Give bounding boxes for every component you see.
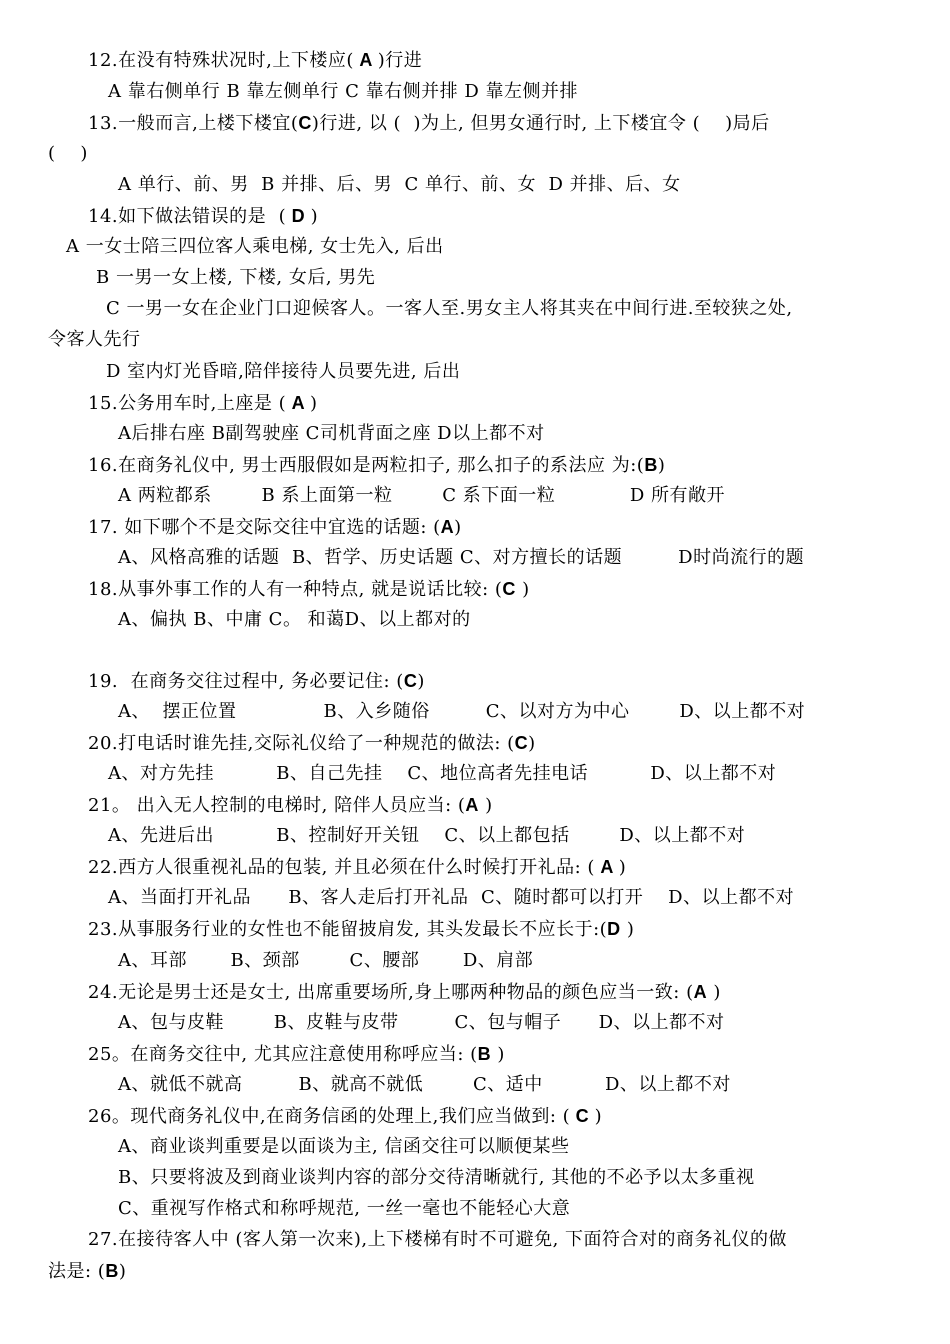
question-13-text: 13.一般而言,上楼下楼宜( — [88, 113, 299, 134]
question-18-options: A、偏执 B、中庸 C。 和蔼D、以上都对的 — [118, 609, 471, 630]
question-18-answer: C — [502, 579, 516, 599]
question-15-answer: A — [286, 393, 310, 413]
question-20-stem — [88, 732, 536, 755]
question-26-option-b: B、只要将波及到商业谈判内容的部分交待清晰就行, 其他的不必予以太多重视 — [118, 1167, 755, 1188]
question-14-option-c-continuation: 令客人先行 — [48, 329, 141, 350]
question-27-stem-continuation — [48, 1260, 126, 1283]
question-23-stem — [88, 918, 634, 941]
question-14-answer: D — [286, 206, 311, 226]
question-14-option-c: C 一男一女在企业门口迎候客人。一客人至.男女主人将其夹在中间行进.至较狭之处, — [106, 298, 793, 319]
question-19-text: 19. 在商务交往过程中, 务必要记住: ( — [88, 671, 404, 692]
question-13-stem — [88, 112, 770, 135]
question-17-stem — [88, 516, 462, 539]
question-12-options: A 靠右侧单行 B 靠左侧单行 C 靠右侧并排 D 靠左侧并排 — [108, 81, 578, 102]
question-27-answer: B — [105, 1261, 119, 1281]
question-15-text-end: ) — [309, 393, 318, 414]
question-21-stem — [88, 794, 493, 817]
question-19-stem — [88, 670, 425, 693]
question-17-text: 17. 如下哪个不是交际交往中宜选的话题: ( — [88, 517, 441, 538]
question-21-answer: A — [465, 795, 479, 815]
question-17-options: A、风格高雅的话题 B、哲学、历史话题 C、对方擅长的话题 D时尚流行的题 — [118, 547, 805, 568]
question-26-stem — [88, 1105, 602, 1128]
question-12-answer: A — [353, 50, 378, 70]
question-26-option-a: A、商业谈判重要是以面谈为主, 信函交往可以顺便某些 — [118, 1136, 570, 1157]
question-18-stem — [88, 578, 530, 601]
question-22-stem — [88, 856, 626, 879]
question-16-stem — [88, 454, 665, 477]
question-20-text: 20.打电话时谁先挂,交际礼仪给了一种规范的做法: ( — [88, 733, 515, 754]
question-14-option-d: D 室内灯光昏暗,陪伴接待人员要先进, 后出 — [106, 361, 461, 382]
question-14-text-end: ) — [310, 206, 319, 227]
question-18-text-end: ) — [515, 579, 530, 600]
question-27-text: 法是: ( — [48, 1261, 106, 1282]
question-16-text-end: ) — [657, 455, 666, 476]
question-14-text: 14.如下做法错误的是 ( — [88, 206, 287, 227]
question-13-text-end: )行进, 以 ( )为上, 但男女通行时, 上下楼宜令 ( )局后 — [311, 113, 770, 134]
question-13-stem-continuation: ( ) — [48, 143, 88, 164]
question-21-options: A、先进后出 B、控制好开关钮 C、以上都包括 D、以上都不对 — [108, 825, 746, 846]
question-25-options: A、就低不就高 B、就高不就低 C、适中 D、以上都不对 — [118, 1074, 731, 1095]
question-20-answer: C — [514, 733, 529, 753]
question-22-options: A、当面打开礼品 B、客人走后打开礼品 C、随时都可以打开 D、以上都不对 — [108, 887, 795, 908]
question-27-stem: 27.在接待客人中 (客人第一次来),上下楼梯有时不可避免, 下面符合对的商务礼仪的做 — [88, 1229, 788, 1250]
question-19-text-end: ) — [417, 671, 425, 692]
question-12-stem — [88, 49, 422, 72]
question-12-text: 12.在没有特殊状况时,上下楼应( — [88, 50, 354, 71]
question-24-text-end: ) — [707, 982, 721, 1003]
question-15-text: 15.公务用车时,上座是 ( — [88, 393, 287, 414]
question-13-options: A 单行、前、男 B 并排、后、男 C 单行、前、女 D 并排、后、女 — [118, 174, 681, 195]
question-22-text-end: ) — [618, 857, 627, 878]
question-19-options: A、 摆正位置 B、入乡随俗 C、以对方为中心 D、以上都不对 — [118, 701, 806, 722]
question-20-options: A、对方先挂 B、自己先挂 C、地位高者先挂电话 D、以上都不对 — [108, 763, 777, 784]
question-25-answer: B — [477, 1044, 492, 1064]
question-24-answer: A — [693, 982, 708, 1002]
question-24-text: 24.无论是男士还是女士, 出席重要场所,身上哪两种物品的颜色应当一致: ( — [88, 982, 694, 1003]
question-21-text: 21。 出入无人控制的电梯时, 陪伴人员应当: ( — [88, 795, 466, 816]
question-18-text: 18.从事外事工作的人有一种特点, 就是说话比较: ( — [88, 579, 503, 600]
question-14-stem — [88, 205, 318, 228]
question-16-options: A 两粒都系 B 系上面第一粒 C 系下面一粒 D 所有敞开 — [118, 485, 726, 506]
question-26-text: 26。现代商务礼仪中,在商务信函的处理上,我们应当做到: ( — [88, 1106, 571, 1127]
question-25-stem — [88, 1043, 505, 1066]
question-25-text: 25。在商务交往中, 尤其应注意使用称呼应当: ( — [88, 1044, 478, 1065]
question-17-text-end: ) — [454, 517, 462, 538]
question-12-text-end: )行进 — [377, 50, 423, 71]
question-22-answer: A — [594, 857, 619, 877]
question-19-answer: C — [403, 671, 418, 691]
question-15-stem — [88, 392, 317, 415]
question-23-answer: D — [607, 919, 621, 939]
question-23-text-end: ) — [620, 919, 635, 940]
question-26-answer: C — [570, 1106, 595, 1126]
question-14-option-b: B 一男一女上楼, 下楼, 女后, 男先 — [96, 267, 376, 288]
question-23-text: 23.从事服务行业的女性也不能留披肩发, 其头发最长不应长于:( — [88, 919, 608, 940]
question-16-answer: B — [644, 455, 658, 475]
question-23-options: A、耳部 B、颈部 C、腰部 D、肩部 — [118, 950, 534, 971]
question-26-option-c: C、重视写作格式和称呼规范, 一丝一毫也不能轻心大意 — [118, 1198, 571, 1219]
question-14-option-a: A 一女士陪三四位客人乘电梯, 女士先入, 后出 — [66, 236, 444, 257]
question-24-stem — [88, 981, 721, 1004]
question-25-text-end: ) — [491, 1044, 505, 1065]
question-26-text-end: ) — [594, 1106, 603, 1127]
question-16-text: 16.在商务礼仪中, 男士西服假如是两粒扣子, 那么扣子的系法应 为:( — [88, 455, 645, 476]
question-27-text-end: ) — [118, 1261, 127, 1282]
question-22-text: 22.西方人很重视礼品的包装, 并且必须在什么时候打开礼品: ( — [88, 857, 595, 878]
question-13-answer: C — [298, 113, 312, 133]
question-21-text-end: ) — [478, 795, 493, 816]
question-15-options: A后排右座 B副驾驶座 C司机背面之座 D以上都不对 — [118, 423, 545, 444]
question-17-answer: A — [440, 517, 455, 537]
question-20-text-end: ) — [528, 733, 536, 754]
question-24-options: A、包与皮鞋 B、皮鞋与皮带 C、包与帽子 D、以上都不对 — [118, 1012, 725, 1033]
